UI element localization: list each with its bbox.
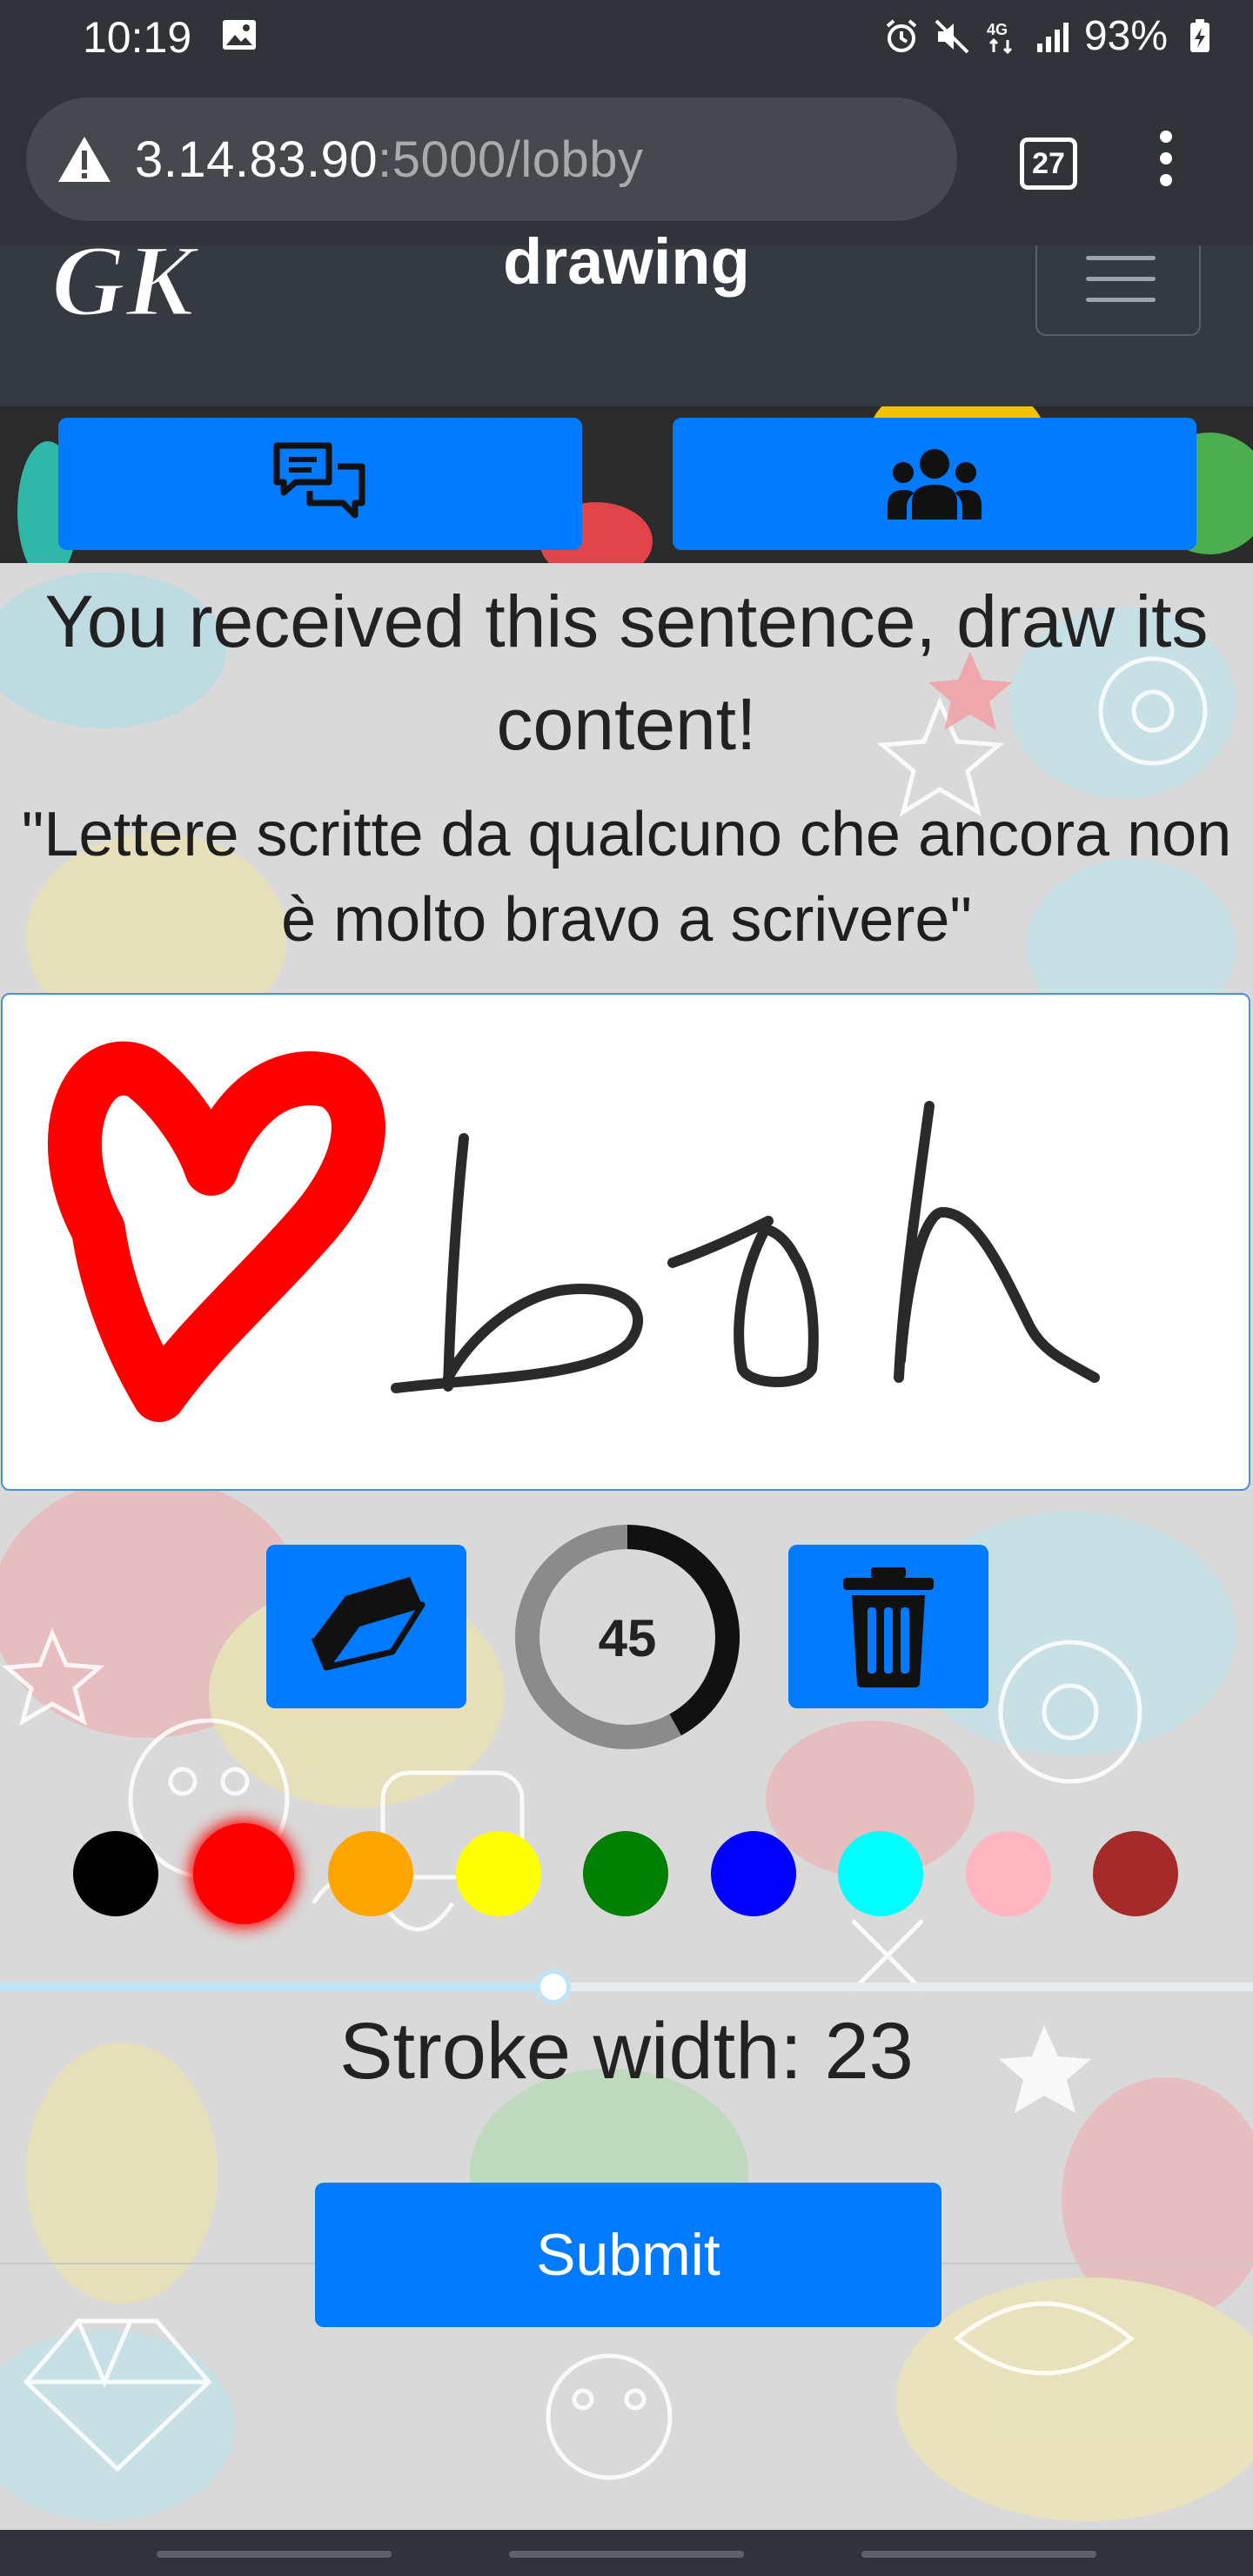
players-button[interactable] (673, 418, 1196, 550)
submit-button[interactable]: Submit (315, 2183, 941, 2327)
color-swatch[interactable] (73, 1831, 158, 1916)
stroke-slider-fill (0, 1982, 553, 1991)
alarm-icon (882, 17, 921, 56)
url-text[interactable] (135, 131, 644, 189)
trash-icon (840, 1564, 937, 1689)
stroke-width-label: Stroke width: 23 (339, 2007, 914, 2096)
drawing-canvas[interactable] (1, 993, 1250, 1491)
page-title: drawing (503, 225, 750, 298)
warning-icon[interactable] (57, 135, 112, 184)
navbar-toggle-button[interactable] (1035, 245, 1201, 336)
browser-toolbar (0, 75, 1253, 245)
stroke-slider-thumb[interactable] (536, 1969, 571, 2004)
color-swatch[interactable] (328, 1831, 413, 1916)
signal-icon (1034, 17, 1072, 56)
svg-text:GK: GK (51, 245, 194, 332)
eraser-button[interactable] (266, 1545, 466, 1708)
browser-menu-button[interactable] (1157, 131, 1175, 200)
clear-button[interactable] (788, 1545, 988, 1708)
color-swatch[interactable] (456, 1831, 541, 1916)
prompt-sentence: "Lettere scritte da qualcuno che ancora non è molto bravo a scrivere" (21, 800, 1232, 955)
system-navigation-bar (0, 2530, 1253, 2576)
status-time: 10:19 (83, 13, 192, 62)
color-swatch[interactable] (838, 1831, 923, 1916)
nav-back[interactable] (861, 2551, 1096, 2558)
address-bar[interactable] (26, 97, 957, 221)
status-bar (0, 0, 1253, 75)
drawing-strokes (3, 995, 1250, 1491)
color-swatch[interactable] (583, 1831, 668, 1916)
url-path: :5000/lobby (378, 131, 644, 188)
image-icon (222, 19, 257, 50)
color-swatch[interactable] (711, 1831, 796, 1916)
color-swatch[interactable] (193, 1823, 294, 1924)
chat-icon (271, 440, 369, 527)
color-swatch[interactable] (1093, 1831, 1178, 1916)
battery-percent: 93% (1083, 13, 1168, 59)
svg-text:4G: 4G (986, 20, 1008, 38)
users-icon (886, 445, 983, 523)
mute-icon (933, 17, 971, 56)
prompt-heading: You received this sentence, draw its content! (44, 580, 1209, 765)
color-swatch[interactable] (966, 1831, 1051, 1916)
tab-switcher-button[interactable]: 27 (1020, 138, 1077, 190)
nav-home[interactable] (509, 2551, 744, 2558)
battery-icon (1180, 17, 1218, 56)
4g-icon (983, 17, 1022, 56)
url-host: 3.14.83.90 (135, 131, 379, 188)
chat-button[interactable] (58, 418, 582, 550)
timer-value: 45 (598, 1609, 657, 1667)
nav-recents[interactable] (157, 2551, 392, 2558)
eraser-icon (305, 1570, 427, 1683)
